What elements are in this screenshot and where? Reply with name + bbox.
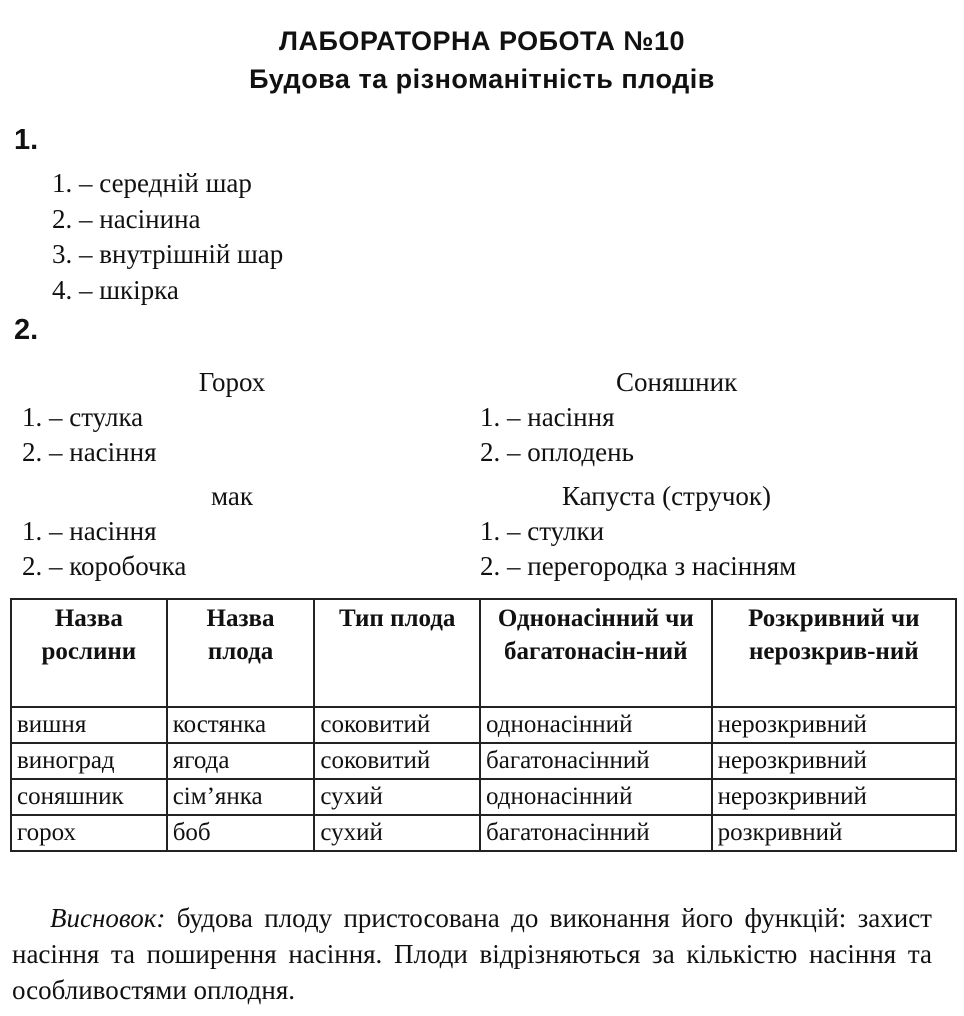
table-cell: костянка xyxy=(167,707,315,743)
page-title: ЛАБОРАТОРНА РОБОТА №10 xyxy=(279,26,685,56)
table-cell: багатонасінний xyxy=(480,743,712,779)
table-cell: сім’янка xyxy=(167,779,315,815)
list-item: 4. – шкірка xyxy=(52,274,179,305)
plant-name: Соняшник xyxy=(616,367,738,397)
table-cell: однонасінний xyxy=(480,779,712,815)
table-header-row xyxy=(11,599,956,707)
table-cell: соковитий xyxy=(314,743,480,779)
plant-part: 2. – перегородка з насінням xyxy=(480,551,797,581)
plant-block-poppy xyxy=(22,478,442,584)
table-cell: соковитий xyxy=(314,707,480,743)
plant-part: 1. – стулки xyxy=(480,516,605,546)
table-cell: горох xyxy=(11,815,167,851)
plant-name: Горох xyxy=(198,367,266,397)
table-cell: ягода xyxy=(167,743,315,779)
table-cell: нерозкривний xyxy=(712,707,956,743)
table-cell: виноград xyxy=(11,743,167,779)
conclusion-text: будова плоду пристосована до виконання його функцій: захист насіння та поширення насіння. Плоди відрізняються за кількістю насіння та особливостями оплодня. xyxy=(12,903,932,1005)
table-cell: нерозкривний xyxy=(712,743,956,779)
conclusion-paragraph xyxy=(12,900,932,1008)
plant-block-sunflower xyxy=(480,364,900,470)
list-item: 2. – насінина xyxy=(52,203,201,234)
list-item: 3. – внутрішній шар xyxy=(52,239,284,269)
section-1-list xyxy=(52,166,283,308)
table-cell: соняшник xyxy=(11,779,167,815)
table-cell: нерозкривний xyxy=(712,779,956,815)
plant-part: 1. – стулка xyxy=(22,402,144,432)
table-cell: розкривний xyxy=(712,815,956,851)
plant-part: 1. – насіння xyxy=(22,516,157,546)
table-row xyxy=(11,779,956,815)
header-plant-name: Назва рослини xyxy=(11,599,167,707)
plant-part: 2. – насіння xyxy=(22,437,157,467)
table-row xyxy=(11,743,956,779)
page-subtitle: Будова та різноманітність плодів xyxy=(249,64,715,94)
table-cell: сухий xyxy=(314,779,480,815)
table-cell: сухий xyxy=(314,815,480,851)
header-seed-count: Однонасінний чи багатонасін-ний xyxy=(480,599,712,707)
table-cell: багатонасінний xyxy=(480,815,712,851)
plant-part: 2. – коробочка xyxy=(22,551,187,581)
table-cell: однонасінний xyxy=(480,707,712,743)
plant-part: 1. – насіння xyxy=(480,402,615,432)
table-cell: боб xyxy=(167,815,315,851)
conclusion-label: Висновок: xyxy=(50,903,166,933)
section-1-number: 1. xyxy=(14,124,39,156)
header-fruit-type: Тип плода xyxy=(314,599,480,707)
header-fruit-name: Назва плода xyxy=(167,599,315,707)
header-dehiscence: Розкривний чи нерозкрив-ний xyxy=(712,599,956,707)
plant-name: мак xyxy=(210,481,253,511)
section-2-number: 2. xyxy=(14,314,39,346)
plant-block-cabbage xyxy=(480,478,940,584)
table-row xyxy=(11,707,956,743)
fruit-table xyxy=(10,598,957,852)
plant-name: Капуста (стручок) xyxy=(562,481,772,511)
plant-part: 2. – оплодень xyxy=(480,437,634,467)
table-row xyxy=(11,815,956,851)
table-cell: вишня xyxy=(11,707,167,743)
plant-block-pea xyxy=(22,364,442,470)
list-item: 1. – середній шар xyxy=(52,168,252,198)
